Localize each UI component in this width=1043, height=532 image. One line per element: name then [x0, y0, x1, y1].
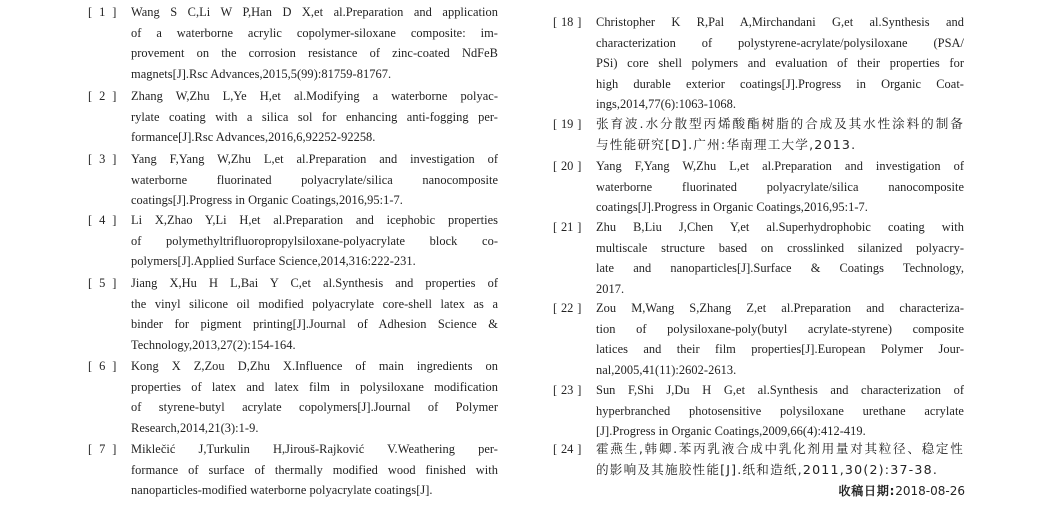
- reference-line: formance of surface of thermally modified wood finished with: [131, 462, 498, 477]
- reference-entry: [88, 439, 498, 501]
- reference-line: formance[J].Rsc Advances,2016,6,92252-92258.: [131, 130, 376, 145]
- reference-text: [596, 12, 964, 115]
- reference-number: [ 21 ]: [553, 220, 582, 234]
- reference-line: nanoparticles-modified waterborne polyacrylate coatings[J].: [131, 483, 433, 498]
- reference-number: [ 3 ]: [88, 152, 117, 166]
- reference-entry: [88, 356, 498, 438]
- reference-entry: [88, 2, 498, 84]
- reference-line: Yang F,Yang W,Zhu L,et al.Preparation and investigation of: [596, 159, 964, 173]
- reference-line: [J].Progress in Organic Coatings,2009,66(4):412-419.: [596, 424, 866, 439]
- reference-line: multiscale structure based on crosslinked silanized polyacry-: [596, 240, 964, 255]
- reference-line: hyperbranched photosensitive polysiloxane urethane acrylate: [596, 403, 964, 418]
- reference-line: Zhu B,Liu J,Chen Y,et al.Superhydrophobic coating with: [596, 220, 964, 234]
- reference-number: [ 2 ]: [88, 89, 117, 103]
- reference-text: [131, 439, 498, 501]
- reference-text: [596, 217, 964, 299]
- reference-line: late and nanoparticles[J].Surface & Coatings Technology,: [596, 261, 964, 276]
- reference-number: [ 23 ]: [553, 383, 582, 397]
- reference-line: Wang S C,Li W P,Han D X,et al.Preparation and application: [131, 5, 498, 19]
- reference-line: 霍燕生,韩卿.苯丙乳液合成中乳化剂用量对其粒径、稳定性: [596, 441, 964, 456]
- reference-entry: [88, 149, 498, 211]
- reference-text: [131, 2, 498, 84]
- reference-number: [ 5 ]: [88, 276, 117, 290]
- reference-line: properties of latex and latex film in polysiloxane modification: [131, 379, 498, 394]
- reference-entry: [553, 298, 964, 380]
- reference-line: high durable exterior coatings[J].Progress in Organic Coat-: [596, 76, 964, 91]
- reference-entry: [553, 12, 964, 115]
- reference-line: waterborne fluorinated polyacrylate/silica nanocomposite: [596, 179, 964, 194]
- reference-line: Technology,2013,27(2):154-164.: [131, 337, 296, 352]
- reference-text: [596, 439, 964, 480]
- reference-text: [131, 86, 498, 148]
- reference-line: Yang F,Yang W,Zhu L,et al.Preparation and investigation of: [131, 152, 498, 166]
- reference-line: Zou M,Wang S,Zhang Z,et al.Preparation and characteriza-: [596, 301, 964, 315]
- reference-line: Miklečić J,Turkulin H,Jirouš-Rajković V.Weathering per-: [131, 442, 498, 456]
- reference-number: [ 24 ]: [553, 442, 582, 456]
- received-date-value: 2018-08-26: [895, 484, 965, 498]
- reference-number: [ 1 ]: [88, 5, 117, 19]
- reference-text: [131, 273, 498, 355]
- reference-line: Zhang W,Zhu L,Ye H,et al.Modifying a waterborne polyac-: [131, 89, 498, 103]
- reference-line: latices and their film properties[J].European Polymer Jour-: [596, 342, 964, 357]
- reference-line: 与性能研究[D].广州:华南理工大学,2013.: [596, 136, 857, 152]
- reference-entry: [553, 114, 964, 155]
- reference-line: coatings[J].Progress in Organic Coatings,2016,95:1-7.: [131, 193, 403, 208]
- reference-line: Research,2014,21(3):1-9.: [131, 420, 259, 435]
- reference-entry: [553, 380, 964, 442]
- reference-text: [131, 356, 498, 438]
- reference-line: provement on the corrosion resistance of zinc-coated NdFeB: [131, 46, 498, 61]
- reference-number: [ 4 ]: [88, 213, 117, 227]
- reference-entry: [553, 217, 964, 299]
- reference-entry: [88, 86, 498, 148]
- reference-number: [ 18 ]: [553, 15, 582, 29]
- reference-entry: [88, 273, 498, 355]
- reference-text: [596, 380, 964, 442]
- reference-line: 的影响及其施胶性能[J].纸和造纸,2011,30(2):37-38.: [596, 461, 939, 477]
- reference-line: tion of polysiloxane-poly(butyl acrylate-styrene) composite: [596, 321, 964, 336]
- reference-line: rylate coating with a silica sol for enhancing anti-fogging per-: [131, 109, 498, 124]
- reference-number: [ 20 ]: [553, 159, 582, 173]
- reference-line: waterborne fluorinated polyacrylate/silica nanocomposite: [131, 172, 498, 187]
- reference-line: characterization of polystyrene-acrylate/polysiloxane (PSA/: [596, 35, 964, 50]
- reference-text: [596, 114, 964, 155]
- reference-line: Jiang X,Hu H L,Bai Y C,et al.Synthesis and properties of: [131, 276, 498, 290]
- reference-line: Christopher K R,Pal A,Mirchandani G,et al.Synthesis and: [596, 15, 964, 29]
- reference-number: [ 6 ]: [88, 359, 117, 373]
- received-date: [838, 482, 965, 499]
- reference-line: Li X,Zhao Y,Li H,et al.Preparation and icephobic properties: [131, 213, 498, 227]
- reference-line: Kong X Z,Zou D,Zhu X.Influence of main ingredients on: [131, 359, 498, 373]
- reference-line: the vinyl silicone oil modified polyacrylate core-shell latex as a: [131, 296, 498, 311]
- reference-line: of a waterborne acrylic copolymer-siloxane composite: im-: [131, 25, 498, 40]
- reference-number: [ 19 ]: [553, 117, 582, 131]
- reference-entry: [553, 439, 964, 480]
- reference-line: polymers[J].Applied Surface Science,2014,316:222-231.: [131, 254, 416, 269]
- reference-line: coatings[J].Progress in Organic Coatings,2016,95:1-7.: [596, 200, 868, 215]
- reference-text: [596, 156, 964, 218]
- reference-number: [ 7 ]: [88, 442, 117, 456]
- reference-text: [596, 298, 964, 380]
- reference-line: 张育波.水分散型丙烯酸酯树脂的合成及其水性涂料的制备: [596, 116, 964, 131]
- reference-line: binder for pigment printing[J].Journal of Adhesion Science &: [131, 317, 498, 332]
- reference-entry: [88, 210, 498, 272]
- reference-line: of styrene-butyl acrylate copolymers[J].Journal of Polymer: [131, 400, 498, 415]
- reference-line: Sun F,Shi J,Du H G,et al.Synthesis and characterization of: [596, 383, 964, 397]
- reference-line: of polymethyltrifluoropropylsiloxane-polyacrylate block co-: [131, 233, 498, 248]
- reference-text: [131, 210, 498, 272]
- reference-line: ings,2014,77(6):1063-1068.: [596, 97, 736, 112]
- reference-line: nal,2005,41(11):2602-2613.: [596, 362, 737, 377]
- reference-line: magnets[J].Rsc Advances,2015,5(99):81759-81767.: [131, 66, 392, 81]
- reference-line: PSi) core shell polymers and evaluation of their properties for: [596, 56, 964, 71]
- received-date-label: 收稿日期:: [838, 484, 896, 498]
- reference-text: [131, 149, 498, 211]
- reference-line: 2017.: [596, 281, 625, 296]
- reference-number: [ 22 ]: [553, 301, 582, 315]
- reference-entry: [553, 156, 964, 218]
